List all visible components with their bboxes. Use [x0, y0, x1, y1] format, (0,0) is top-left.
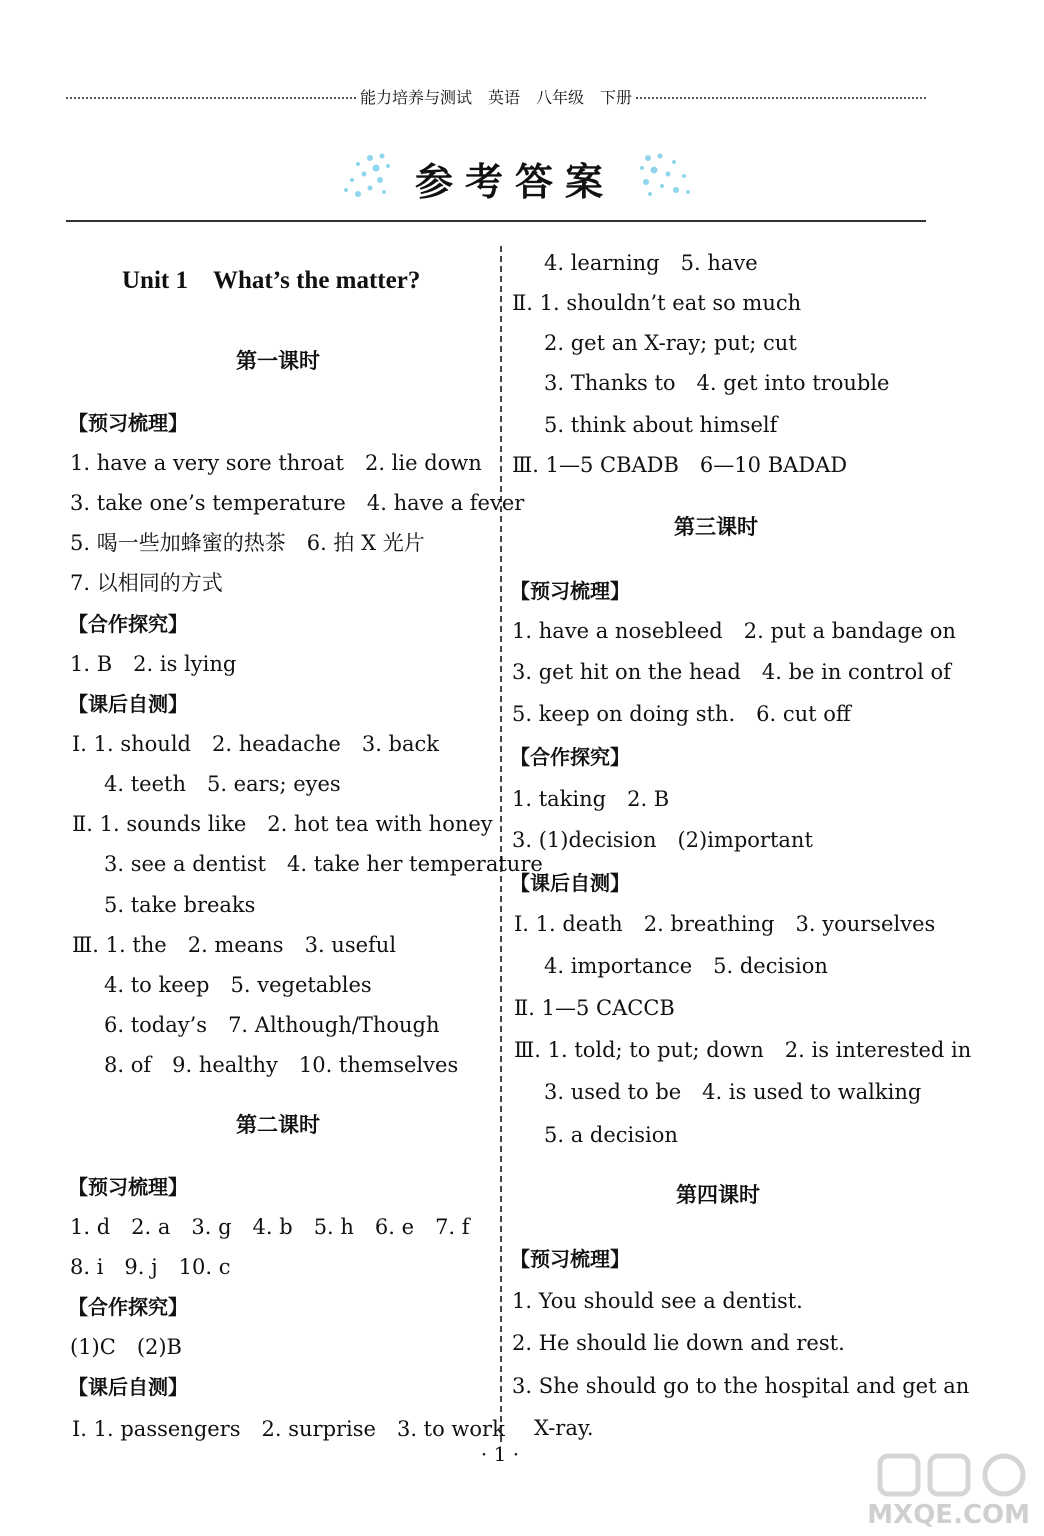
answer-line: 3. see a dentist 4. take her temperature — [104, 852, 543, 876]
answer-line: Ⅰ. 1. death 2. breathing 3. yourselves — [514, 912, 936, 936]
title-rule — [66, 220, 926, 222]
page-number: · 1 · — [480, 1442, 520, 1466]
answer-line: Ⅱ. 1. shouldn’t eat so much — [512, 291, 802, 315]
answer-line: 1. d 2. a 3. g 4. b 5. h 6. e 7. f — [70, 1215, 470, 1239]
answer-line: 1. B 2. is lying — [70, 652, 237, 676]
section-heading: 【合作探究】 — [510, 745, 630, 769]
answer-line: 4. importance 5. decision — [544, 954, 828, 978]
answer-line: Ⅱ. 1—5 CACCB — [514, 996, 675, 1020]
section-heading: 【课后自测】 — [510, 871, 630, 895]
title-banner — [340, 148, 690, 208]
answer-line: 4. teeth 5. ears; eyes — [104, 772, 341, 796]
watermark-logo-icon — [874, 1450, 1034, 1500]
lesson-heading: 第二课时 — [236, 1113, 320, 1137]
lesson-heading: 第一课时 — [236, 349, 320, 373]
section-heading: 【合作探究】 — [68, 612, 188, 636]
answer-line: 8. i 9. j 10. c — [70, 1255, 231, 1279]
answer-line: 4. to keep 5. vegetables — [104, 973, 372, 997]
section-heading: 【预习梳理】 — [68, 1175, 188, 1199]
answer-line: 5. keep on doing sth. 6. cut off — [512, 702, 851, 726]
running-header — [66, 84, 926, 108]
lesson-heading: 第四课时 — [676, 1183, 760, 1207]
section-heading: 【预习梳理】 — [510, 1247, 630, 1271]
header-dotted-line-left — [66, 97, 356, 99]
section-heading: 【预习梳理】 — [68, 411, 188, 435]
answer-line: 2. He should lie down and rest. — [512, 1331, 845, 1355]
section-heading: 【课后自测】 — [68, 1375, 188, 1399]
answer-line: Ⅰ. 1. passengers 2. surprise 3. to work — [72, 1417, 505, 1441]
watermark-text: MXQE.COM — [867, 1500, 1030, 1530]
site-watermark — [867, 1450, 1034, 1530]
answer-line: 3. She should go to the hospital and get an — [512, 1374, 970, 1398]
answer-line: 8. of 9. healthy 10. themselves — [104, 1053, 459, 1077]
section-heading: 【预习梳理】 — [510, 579, 630, 603]
answer-line: 5. a decision — [544, 1123, 678, 1147]
answer-line: 3. take one’s temperature 4. have a fever — [70, 491, 525, 515]
answer-line: 2. get an X-ray; put; cut — [544, 331, 797, 355]
answer-line: 1. have a nosebleed 2. put a bandage on — [512, 619, 956, 643]
answer-line: Ⅲ. 1. the 2. means 3. useful — [72, 933, 397, 957]
unit-title: Unit 1 What’s the matter? — [122, 267, 421, 294]
answer-line: 3. (1)decision (2)important — [512, 828, 813, 852]
answer-line: X-ray. — [534, 1416, 594, 1440]
answer-line: 3. get hit on the head 4. be in control of — [512, 660, 951, 684]
answer-line: 1. have a very sore throat 2. lie down — [70, 451, 482, 475]
page-title: 参考答案 — [414, 158, 615, 204]
answer-line: Ⅲ. 1—5 CBADB 6—10 BADAD — [512, 453, 848, 477]
answer-line: Ⅰ. 1. should 2. headache 3. back — [72, 732, 440, 756]
header-text: 能力培养与测试 英语 八年级 下册 — [360, 87, 633, 107]
answer-line: Ⅱ. 1. sounds like 2. hot tea with honey — [72, 812, 493, 836]
answer-line: 5. 喝一些加蜂蜜的热茶 6. 拍 X 光片 — [70, 531, 425, 555]
answer-line: 1. taking 2. B — [512, 787, 670, 811]
header-dotted-line-right — [636, 97, 926, 99]
lesson-heading: 第三课时 — [674, 515, 758, 539]
section-heading: 【课后自测】 — [68, 692, 188, 716]
column-divider — [500, 246, 502, 1442]
answer-line: 7. 以相同的方式 — [70, 571, 223, 595]
answer-line: 3. Thanks to 4. get into trouble — [544, 371, 890, 395]
answer-line: 5. take breaks — [104, 893, 256, 917]
sparkle-decoration-icon — [336, 152, 396, 200]
answer-line: 4. learning 5. have — [544, 251, 758, 275]
answer-line: 6. today’s 7. Although/Though — [104, 1013, 440, 1037]
answer-line: Ⅲ. 1. told; to put; down 2. is interested in — [514, 1038, 972, 1062]
section-heading: 【合作探究】 — [68, 1295, 188, 1319]
sparkle-decoration-icon — [634, 152, 694, 200]
answer-line: 1. You should see a dentist. — [512, 1289, 803, 1313]
answer-line: (1)C (2)B — [70, 1335, 182, 1359]
answer-line: 3. used to be 4. is used to walking — [544, 1080, 922, 1104]
answer-line: 5. think about himself — [544, 413, 778, 437]
